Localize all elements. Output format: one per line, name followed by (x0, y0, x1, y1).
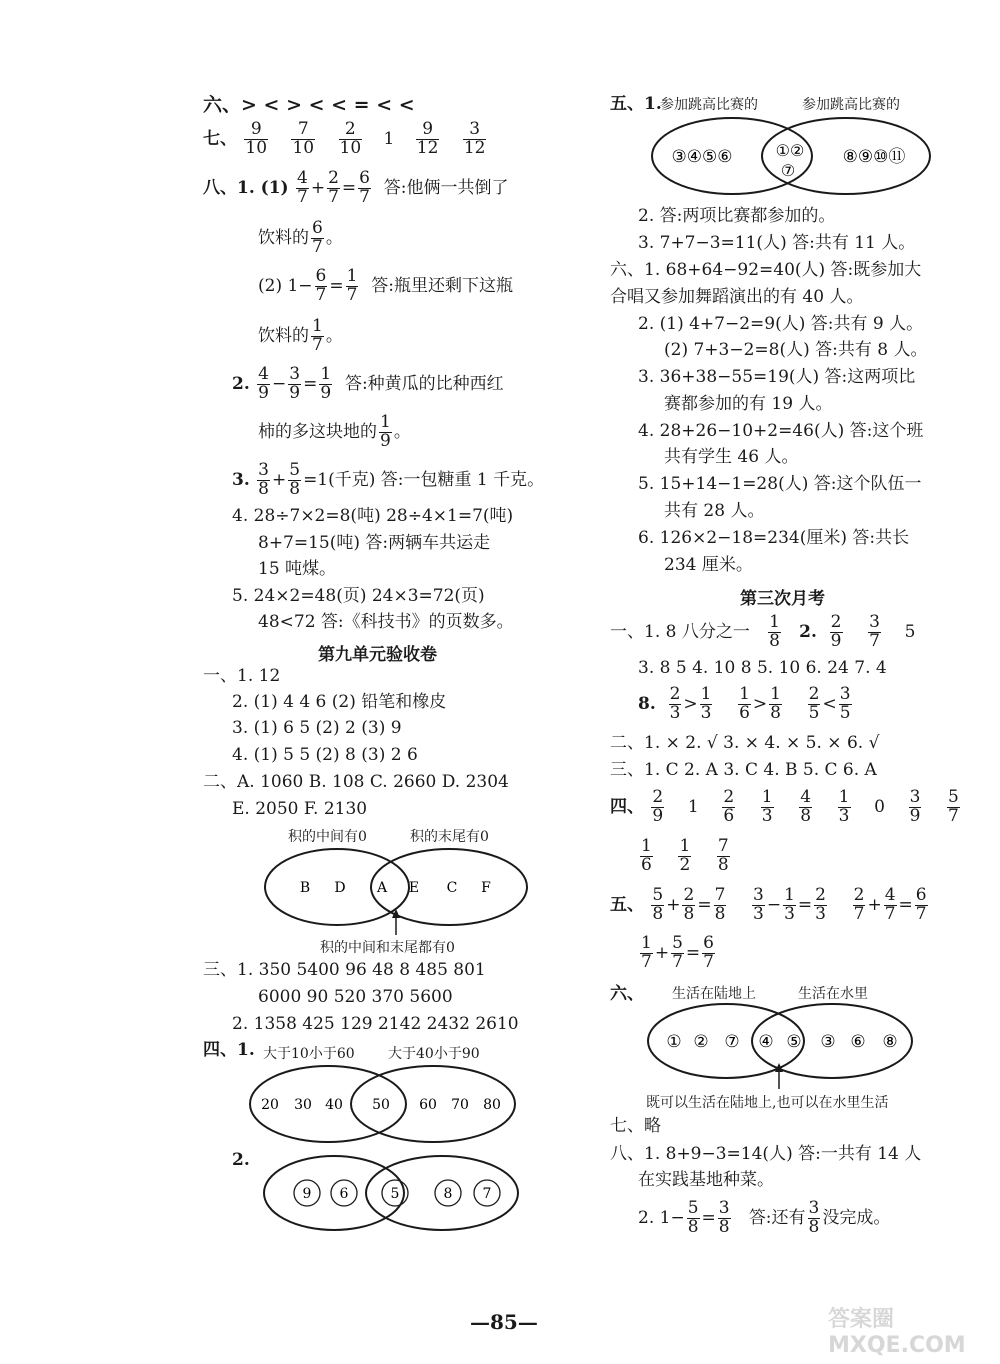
q8-2: 2. $\frac{4}{9}$ − $\frac{3}{9}$ = $\frac{1}{9}$ 答:种黄瓜的比种西红 (232, 364, 504, 403)
q8-3: 3. $\frac{3}{8}$ + $\frac{5}{8}$ =1(千克) 答:一包糖重 1 千克。 (232, 460, 545, 499)
answer-text: 答:还有 (748, 1207, 806, 1228)
q8-1-1: 八、1. (1) $\frac{4}{7}$ + $\frac{2}{7}$ = $\frac{6}{7}$ 答:他俩一共倒了 (203, 168, 509, 207)
venn2-item: 50 (372, 1097, 390, 1113)
venn5-item: ⑧ (882, 1032, 898, 1052)
t6: 六、 (610, 984, 644, 1004)
q7-one: 1 (383, 128, 395, 149)
t1-1: 一、1. 8 八分之一 $\frac{1}{8}$ 2. $\frac{2}{9}$ $\frac{3}{7}$ 5 (610, 612, 916, 651)
r6-2b: (2) 7+3−2=8(人) 答:共有 8 人。 (664, 340, 928, 360)
t3: 三、1. C 2. A 3. C 4. B 5. C 6. A (610, 760, 877, 780)
venn5-bottom-label: 既可以生活在陆地上,也可以在水里生活 (646, 1095, 889, 1111)
t4-one: 1 (687, 796, 699, 817)
venn-diagram-4 (650, 114, 935, 200)
venn1-item: D (334, 880, 346, 896)
answer-text: 没完成。 (822, 1207, 891, 1228)
venn3-item: 5 (390, 1186, 400, 1202)
answer-text: 答:他俩一共倒了 (383, 177, 509, 198)
fraction: $\frac{9}{10}$ (245, 119, 268, 158)
venn4-mid-items-top: ①② (775, 141, 805, 160)
t1-1-text: 一、1. 8 八分之一 (610, 621, 750, 642)
r6-3a: 3. 36+38−55=19(人) 答:这两项比 (638, 367, 916, 387)
r6-2a: 2. (1) 4+7−2=9(人) 答:共有 9 人。 (638, 314, 924, 334)
t4: 四、 $\frac{2}{9}$ 1 $\frac{2}{6}$ $\frac{1}{3}$ $\frac{4}{8}$ $\frac{1}{3}$ 0 $\frac{3}{9}$ $\frac{5}{7}$ (610, 787, 959, 826)
watermark: 答案圈 MXQE.COM (828, 1307, 966, 1358)
s3-2: 2. 1358 425 129 2142 2432 2610 (232, 1014, 519, 1034)
venn5-item: ⑤ (786, 1032, 802, 1052)
answer-text: 答:瓶里还剩下这瓶 (371, 275, 513, 296)
q8-1-1-tail: 饮料的 $\frac{6}{7}$ 。 (258, 218, 343, 257)
r6-5a: 5. 15+14−1=28(人) 答:这个队伍一 (638, 474, 922, 494)
venn5-item: ① (666, 1032, 682, 1052)
venn4-left-label: 参加跳高比赛的 (660, 97, 758, 113)
s4-1: 四、1. (203, 1040, 255, 1060)
s4-2: 2. (232, 1150, 250, 1170)
q8-4a: 4. 28÷7×2=8(吨) 28÷4×1=7(吨) (232, 506, 514, 526)
q8-5b: 48<72 答:《科技书》的页数多。 (258, 612, 514, 632)
fraction: $\frac{2}{10}$ (339, 119, 362, 158)
section-title-third-monthly: 第三次月考 (740, 589, 825, 609)
s1-3: 3. (1) 6 5 (2) 2 (3) 9 (232, 718, 402, 738)
s2-a: 二、A. 1060 B. 108 C. 2660 D. 2304 (203, 772, 509, 792)
venn-diagram-1 (262, 845, 530, 935)
venn2-item: 60 (419, 1097, 437, 1113)
q8-1-2: (2) 1− $\frac{6}{7}$ = $\frac{1}{7}$ 答:瓶里还剩下这瓶 (258, 266, 513, 305)
s1-2: 2. (1) 4 4 6 (2) 铅笔和橡皮 (232, 692, 447, 712)
t1-8-label: 8. (638, 693, 656, 714)
venn5-right-label: 生活在水里 (798, 986, 868, 1002)
s3-1a: 三、1. 350 5400 96 48 8 485 801 (203, 960, 486, 980)
r6-6a: 6. 126×2−18=234(厘米) 答:共长 (638, 528, 910, 548)
fraction: $\frac{3}{12}$ (463, 119, 486, 158)
venn1-item: E (408, 880, 420, 896)
t1-2-five: 5 (904, 621, 916, 642)
t2: 二、1. × 2. √ 3. × 4. × 5. × 6. √ (610, 733, 880, 753)
venn1-item: A (376, 880, 388, 896)
venn2-item: 70 (451, 1097, 469, 1113)
answer-text: 答:种黄瓜的比种西红 (344, 373, 504, 394)
answer-text: 饮料的 (258, 325, 309, 346)
r6-3b: 赛都参加的有 19 人。 (664, 394, 833, 414)
venn4-right-items: ⑧⑨⑩⑪ (842, 147, 906, 167)
t4-zero: 0 (874, 796, 885, 817)
r6-4a: 4. 28+26−10+2=46(人) 答:这个班 (638, 421, 924, 441)
venn-diagram-2 (248, 1062, 518, 1144)
r5-2: 2. 答:两项比赛都参加的。 (638, 206, 836, 226)
fraction: $\frac{9}{12}$ (416, 119, 439, 158)
section-title-unit9: 第九单元验收卷 (318, 645, 437, 665)
fraction: $\frac{7}{10}$ (292, 119, 315, 158)
t1-2-label: 2. (799, 621, 817, 642)
t4-label: 四、 (610, 796, 644, 817)
r6-4b: 共有学生 46 人。 (664, 447, 799, 467)
venn2-right-label: 大于40小于90 (388, 1046, 480, 1062)
q7-line (203, 121, 488, 158)
venn1-item: C (446, 880, 458, 896)
venn1-right-label: 积的末尾有0 (410, 829, 489, 845)
venn2-item: 20 (261, 1097, 279, 1113)
venn1-item: B (299, 880, 311, 896)
venn3-item: 6 (339, 1186, 349, 1202)
answer-text: 饮料的 (258, 227, 309, 248)
page-number: —85— (470, 1310, 538, 1334)
r6-1a: 六、1. 68+64−92=40(人) 答:既参加大 (610, 260, 922, 280)
t1-8: 8. $\frac{2}{3}$ > $\frac{1}{3}$ $\frac{1}{6}$ > $\frac{1}{8}$ $\frac{2}{5}$ < $\frac{3}{5}$ (638, 684, 851, 723)
t8-1b: 在实践基地种菜。 (638, 1170, 774, 1190)
venn5-item: ④ (758, 1032, 774, 1052)
venn2-item: 80 (483, 1097, 501, 1113)
venn-diagram-5 (646, 1001, 918, 1089)
t5: 五、 $\frac{5}{8}$ + $\frac{2}{8}$ = $\frac{7}{8}$ $\frac{3}{3}$ − $\frac{1}{3}$ = $\frac{2}{3}$ $\frac{2}{7}$ + $\frac{4}{7}$ = $\frac{6}{7}$ (610, 885, 927, 924)
venn2-item: 30 (294, 1097, 312, 1113)
q8-4c: 15 吨煤。 (258, 559, 337, 579)
venn4-mid-items-bottom: ⑦ (780, 161, 796, 180)
venn-diagram-3 (262, 1153, 524, 1235)
venn1-left-label: 积的中间有0 (288, 829, 367, 845)
s1-4: 4. (1) 5 5 (2) 8 (3) 2 6 (232, 745, 418, 765)
r5-3: 3. 7+7−3=11(人) 答:共有 11 人。 (638, 233, 916, 253)
venn2-item: 40 (325, 1097, 343, 1113)
r6-5b: 共有 28 人。 (664, 501, 765, 521)
r6-1b: 合唱又参加舞蹈演出的有 40 人。 (610, 287, 864, 307)
q8-1-2-tail: 饮料的 $\frac{1}{7}$ 。 (258, 316, 343, 355)
venn5-item: ② (693, 1032, 709, 1052)
venn3-item: 9 (302, 1186, 312, 1202)
q8-4b: 8+7=15(吨) 答:两辆车共运走 (258, 533, 491, 553)
q8-1-2-pre: (2) 1− (258, 275, 313, 296)
venn5-item: ⑥ (850, 1032, 866, 1052)
t8-1a: 八、1. 8+9−3=14(人) 答:一共有 14 人 (610, 1144, 922, 1164)
t1-3: 3. 8 5 4. 10 8 5. 10 6. 24 7. 4 (638, 658, 887, 678)
s3-1b: 6000 90 520 370 5600 (258, 987, 453, 1007)
q8-2-tail: 柿的多这块地的 $\frac{1}{9}$ 。 (258, 412, 411, 451)
t5-row2: $\frac{1}{7}$ + $\frac{5}{7}$ = $\frac{6}{7}$ (641, 933, 714, 972)
answer-text: =1(千克) 答:一包糖重 1 千克。 (303, 469, 545, 490)
r5-1: 五、1. (610, 94, 662, 114)
venn3-item: 8 (443, 1186, 453, 1202)
venn1-bottom-label: 积的中间和末尾都有0 (320, 940, 455, 956)
venn5-item: ③ (820, 1032, 836, 1052)
venn5-left-label: 生活在陆地上 (672, 986, 756, 1002)
answer-text: 柿的多这块地的 (258, 421, 377, 442)
q8-label: 八、1. (1) (203, 177, 289, 198)
t8-2: 2. 1− $\frac{5}{8}$ = $\frac{3}{8}$ 答:还有 $\frac{3}{8}$ 没完成。 (638, 1198, 891, 1237)
t5-label: 五、 (610, 894, 644, 915)
s1-1: 一、1. 12 (203, 666, 281, 686)
r6-6b: 234 厘米。 (664, 555, 753, 575)
t8-2-pre: 2. 1− (638, 1207, 685, 1228)
q8-5a: 5. 24×2=48(页) 24×3=72(页) (232, 586, 485, 606)
q7-label: 七、 (203, 128, 237, 149)
t4-row2: $\frac{1}{6}$ $\frac{1}{2}$ $\frac{7}{8}$ (641, 836, 729, 875)
venn2-left-label: 大于10小于60 (263, 1046, 355, 1062)
q6-line: 六、> < > < < = < < (203, 94, 415, 116)
venn3-item: 7 (482, 1186, 492, 1202)
s2-b: E. 2050 F. 2130 (232, 799, 368, 819)
venn5-item: ⑦ (724, 1032, 740, 1052)
venn4-right-label: 参加跳高比赛的 (802, 97, 900, 113)
venn1-item: F (481, 880, 491, 896)
venn4-left-items: ③④⑤⑥ (671, 147, 733, 167)
t7: 七、略 (610, 1116, 661, 1136)
